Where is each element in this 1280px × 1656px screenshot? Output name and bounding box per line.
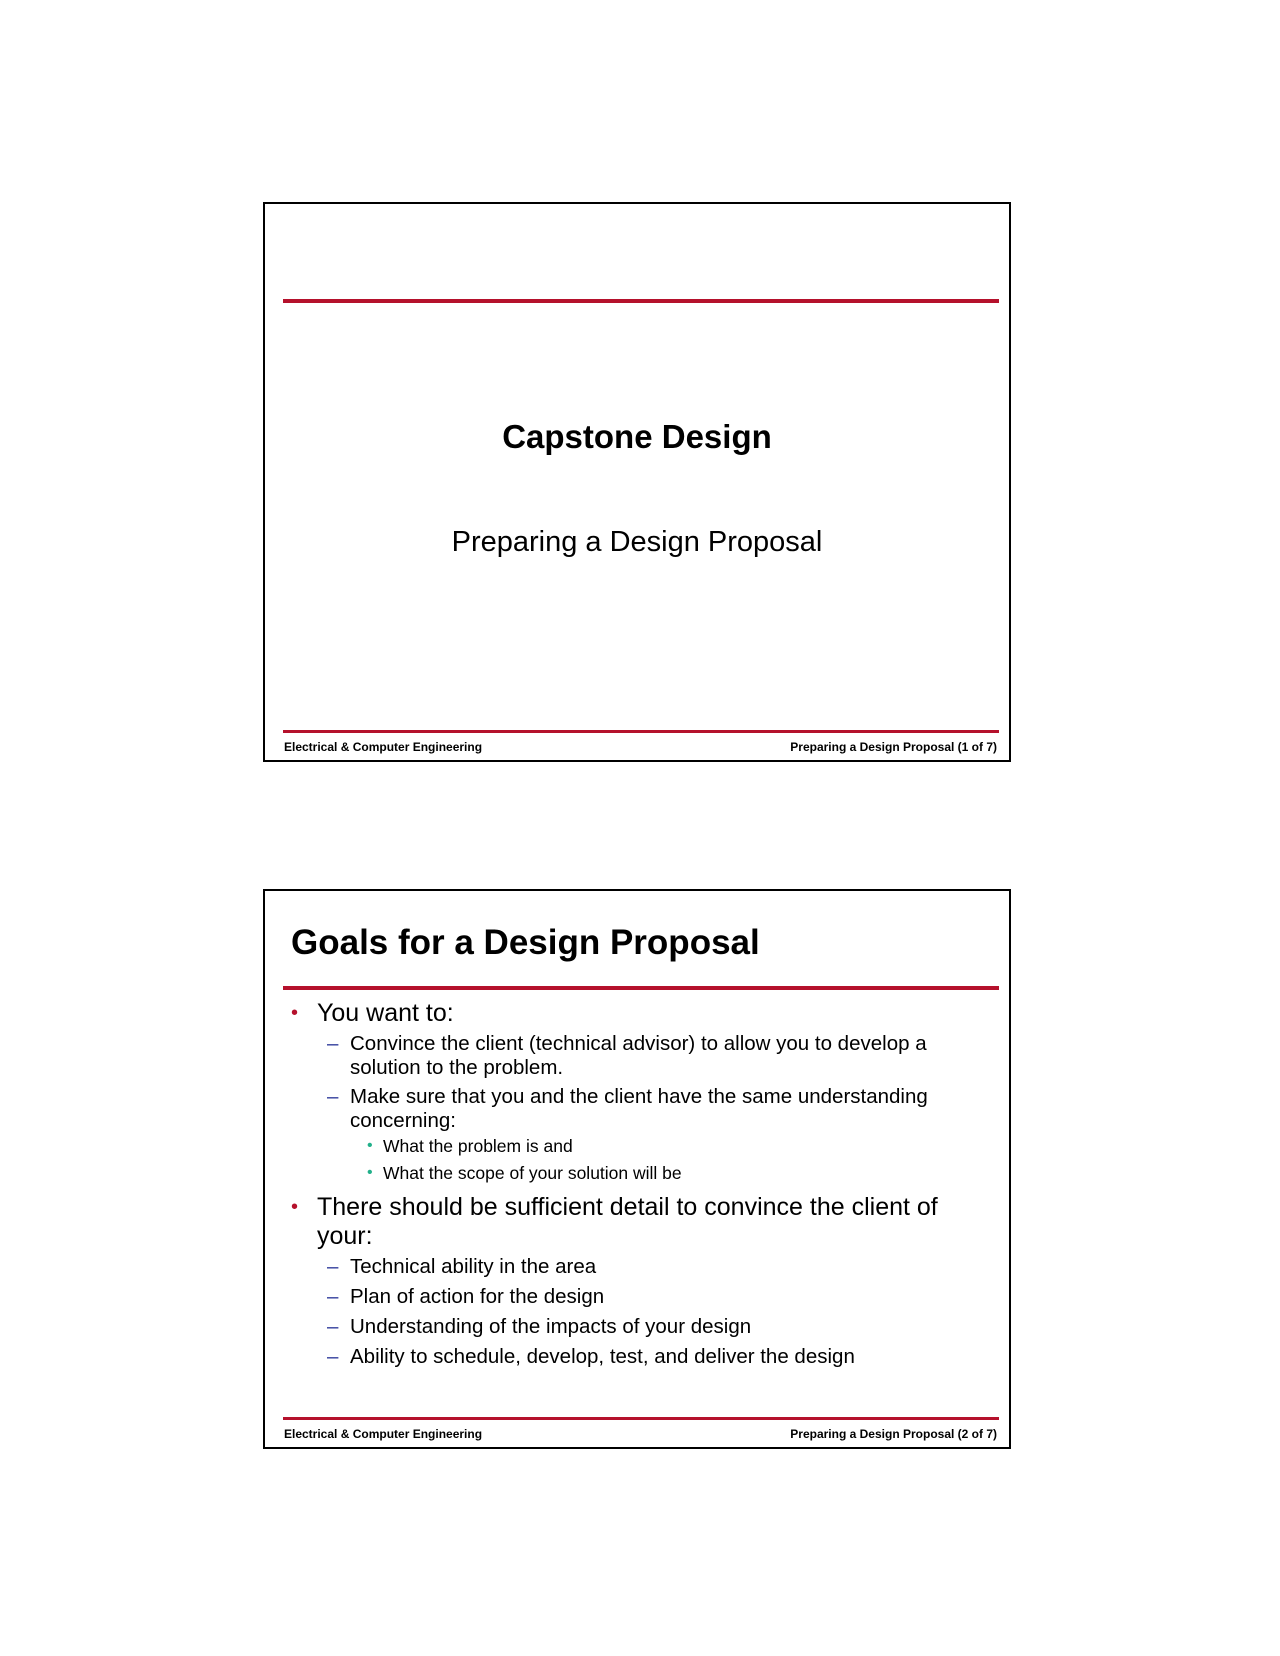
slide-subtitle: Preparing a Design Proposal xyxy=(451,526,823,558)
list-item: – Technical ability in the area xyxy=(327,1255,597,1278)
dash-icon: – xyxy=(327,1255,339,1278)
header-rule xyxy=(283,299,999,303)
bullet-icon: • xyxy=(291,1196,299,1218)
footer-rule xyxy=(283,730,999,733)
bullet-icon: • xyxy=(291,1002,299,1024)
slide-footer xyxy=(284,1427,997,1441)
slide-title: Capstone Design xyxy=(502,418,772,455)
list-item: – Make sure that you and the client have the same understanding concerning: xyxy=(327,1085,928,1132)
slide-title: Goals for a Design Proposal xyxy=(291,923,760,962)
list-item: • You want to: xyxy=(291,999,454,1027)
list-item: – Convince the client (technical advisor) to allow you to develop a solution to the problem. xyxy=(327,1032,927,1079)
header-rule xyxy=(283,986,999,990)
slide-footer xyxy=(284,740,997,754)
list-item: • What the problem is and xyxy=(289,1133,979,1160)
dash-icon: – xyxy=(327,1315,339,1338)
list-item: • There should be sufficient detail to convince the client of your: xyxy=(291,1193,938,1250)
bullet-icon: • xyxy=(367,1164,373,1181)
list-item: – Plan of action for the design xyxy=(327,1285,605,1308)
footer-department: Electrical & Computer Engineering xyxy=(284,1427,483,1441)
dash-icon: – xyxy=(327,1285,339,1308)
dash-icon: – xyxy=(327,1085,339,1108)
footer-rule xyxy=(283,1417,999,1420)
dash-icon: – xyxy=(327,1032,339,1055)
footer-page-label: Preparing a Design Proposal (1 of 7) xyxy=(790,740,997,754)
slide-content xyxy=(289,999,979,1369)
footer-page-label: Preparing a Design Proposal (2 of 7) xyxy=(790,1427,997,1441)
slide-2 xyxy=(263,889,1011,1449)
bullet-icon: • xyxy=(367,1137,373,1154)
list-item: – Understanding of the impacts of your design xyxy=(327,1315,752,1338)
list-item: – Ability to schedule, develop, test, and deliver the design xyxy=(327,1345,855,1368)
slide-1 xyxy=(263,202,1011,762)
footer-department: Electrical & Computer Engineering xyxy=(284,740,483,754)
list-item: • What the scope of your solution will be xyxy=(289,1160,979,1187)
dash-icon: – xyxy=(327,1345,339,1368)
